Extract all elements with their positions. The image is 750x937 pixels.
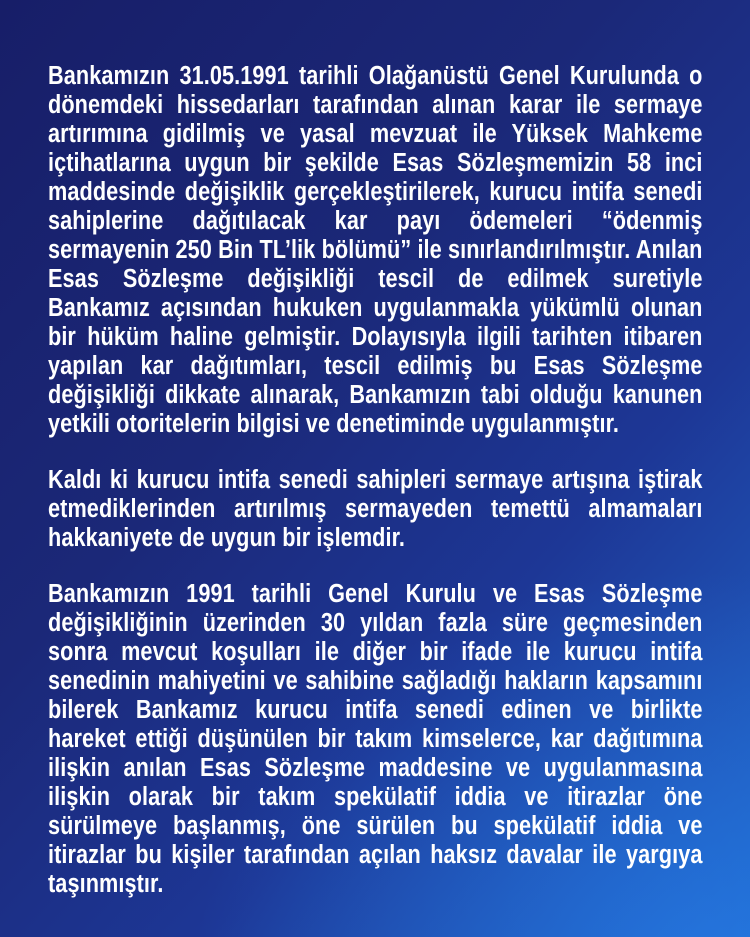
statement-paragraph-1: Bankamızın 31.05.1991 tarihli Olağanüstü Genel Kurulunda o dönemdeki hissedarları tarafından alınan karar ile sermaye artırımına gidilmiş ve yasal mevzuat ile Yüksek Mahkeme içtihatlarına uygun bir şekilde Esas Sözleşmemizin 58 inci maddesinde değişiklik gerçekleştirilerek, kurucu intifa senedi sahiplerine dağıtılacak kar payı ödemeleri “ödenmiş sermayenin 250 Bin TL’lik bölümü” ile sınırlandırılmıştır. Anılan Esas Sözleşme değişikliği tescil de edilmek suretiyle Bankamız açısından hukuken uygulanmakla yükümlü olunan bir hüküm haline gelmiştir. Dolayısıyla ilgili tarihten itibaren yapılan kar dağıtımları, tescil edilmiş bu Esas Sözleşme değişikliği dikkate alınarak, Bankamızın tabi olduğu kanunen yetkili otoritelerin bilgisi ve denetiminde uygulanmıştır.: [48, 62, 703, 438]
statement-paragraph-2: Kaldı ki kurucu intifa senedi sahipleri sermaye artışına iştirak etmediklerinden artırılmış sermayeden temettü almamaları hakkaniyete de uygun bir işlemdir.: [48, 466, 703, 552]
statement-text-block: [48, 62, 703, 899]
statement-paragraph-3: Bankamızın 1991 tarihli Genel Kurulu ve Esas Sözleşme değişikliğinin üzerinden 30 yıldan fazla süre geçmesinden sonra mevcut koşulları ile diğer bir ifade ile kurucu intifa senedinin mahiyetini ve sahibine sağladığı hakların kapsamını bilerek Bankamız kurucu intifa senedi edinen ve birlikte hareket ettiği düşünülen bir takım kimselerce, kar dağıtımına ilişkin anılan Esas Sözleşme maddesine ve uygulanmasına ilişkin olarak bir takım spekülatif iddia ve itirazlar öne sürülmeye başlanmış, öne sürülen bu spekülatif iddia ve itirazlar bu kişiler tarafından açılan haksız davalar ile yargıya taşınmıştır.: [48, 580, 703, 898]
